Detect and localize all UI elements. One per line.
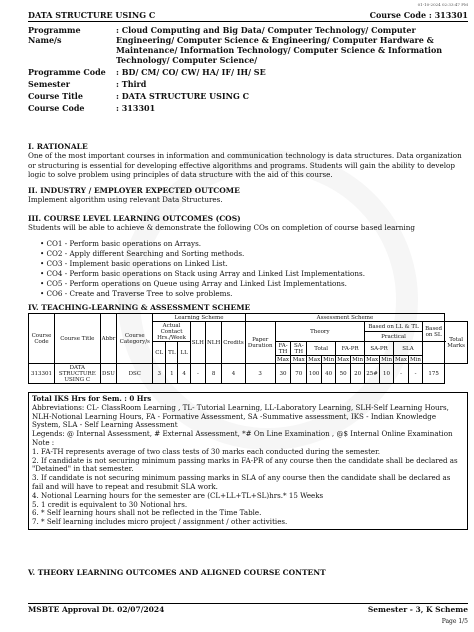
th-tl: TL (166, 342, 178, 364)
header-course-code: Course Code : 313301 (369, 10, 468, 20)
table-cell: 3 (245, 364, 275, 384)
th-min: Min (323, 356, 335, 363)
th-max: Max (395, 356, 408, 363)
note-item: 2. If candidate is not securing minimum passing marks in FA-PR of any course then the candidate shall be declared as "Detained" in that semester. (32, 455, 458, 474)
meta-value: : Cloud Computing and Big Data/ Computer Technology/ Computer Engineering/ Computer Science & Engineering/ Computer Hardware & Maintenance/ Information Technology/ Computer Science & Information Technology/ Computer Science/ (116, 25, 443, 65)
section-scheme-heading: IV. TEACHING-LEARNING & ASSESSMENT SCHEME (28, 303, 251, 312)
table-cell: 50 (336, 364, 351, 384)
co-text: CO5 - Perform operations on Queue using Array and Linked List Implementations. (46, 279, 347, 288)
th-course-title: Course Title (54, 314, 100, 364)
th-min: Min (410, 356, 421, 363)
th-max: Max (292, 356, 305, 363)
th-sa-pr: SA-PR (365, 342, 394, 356)
table-cell: 1 (166, 364, 178, 384)
header-title: DATA STRUCTURE USING C (28, 10, 156, 20)
note-item: 5. 1 credit is equivalent to 30 Notional hrs. (32, 499, 188, 509)
section-theory-heading: V. THEORY LEARNING OUTCOMES AND ALIGNED COURSE CONTENT (28, 568, 326, 577)
table-cell: - (394, 364, 409, 384)
iks-hours: Total IKS Hrs for Sem. : 0 Hrs (32, 394, 152, 403)
meta-value: : Third (116, 79, 147, 89)
table-cell: 8 (205, 364, 221, 384)
approval-date: MSBTE Approval Dt. 02/07/2024 (28, 605, 165, 614)
th-paper-duration: Paper Duration (245, 322, 275, 364)
table-cell: DATA STRUCTURE USING C (54, 364, 100, 384)
co-list-item: • CO2 - Apply different Searching and Sorting methods. (40, 249, 245, 258)
rationale-text: One of the most important courses in information and communication technology is data structures. Data organization or structuring is essential for developing effective algorithms and programs. Students will gain the ability to develop logic to solve problem using principles of data structure with the aid of this course. (28, 151, 462, 179)
th-course-code: Course Code (29, 314, 55, 364)
th-ll: LL (178, 342, 190, 364)
th-slh: SLH (190, 322, 205, 364)
co-list-item: • CO5 - Perform operations on Queue using Array and Linked List Implementations. (40, 279, 347, 288)
th-min: Min (352, 356, 364, 363)
th-abbr: Abbr (100, 314, 117, 364)
table-cell: 100 (307, 364, 322, 384)
scheme-table (28, 313, 468, 384)
th-based-sl: Based on SL (422, 322, 444, 342)
table-cell: 40 (322, 364, 336, 384)
meta-row-programme-code (28, 67, 468, 77)
course-meta (28, 25, 468, 115)
table-cell: DSU (100, 364, 117, 384)
meta-row-course-title (28, 91, 468, 101)
co-text: CO4 - Perform basic operations on Stack using Array and Linked List Implementations. (46, 269, 365, 278)
co-list-item: • CO3 - Implement basic operations on Linked List. (40, 259, 228, 268)
co-list-item: • CO6 - Create and Traverse Tree to solve problems. (40, 289, 233, 298)
semester-scheme: Semester - 3, K Scheme (367, 605, 468, 614)
notes-box (28, 392, 468, 530)
table-cell: 175 (422, 364, 444, 384)
th-nlh: NLH (205, 322, 221, 364)
th-cl: CL (153, 342, 166, 364)
table-cell: 20 (351, 364, 365, 384)
note-label: Note : (32, 437, 55, 447)
th-practical: Practical (365, 332, 423, 342)
meta-row-course-code (28, 103, 468, 113)
th-category: Course Category/s (117, 314, 153, 364)
note-item: 4. Notional Learning hours for the semester are (CL+LL+TL+SL)hrs.* 15 Weeks (32, 490, 324, 500)
th-max: Max (366, 356, 379, 363)
note-item: 7. * Self learning includes micro project / assignment / other activities. (32, 517, 288, 527)
section-rationale-heading: I. RATIONALE (28, 142, 88, 151)
th-sa-th: SA-TH (291, 342, 307, 356)
section-cos-heading: III. COURSE LEVEL LEARNING OUTCOMES (COS) (28, 214, 241, 223)
table-cell: DSC (117, 364, 153, 384)
table-cell: 3 (153, 364, 166, 384)
table-cell: 313301 (29, 364, 55, 384)
th-total: Total (307, 342, 336, 356)
legends-text: Legends: @ Internal Assessment, # External Assessment, *# On Line Examination , @$ Internal Online Examination (32, 429, 453, 439)
th-theory: Theory (275, 322, 364, 342)
table-cell: 10 (380, 364, 394, 384)
meta-value: : BD/ CM/ CO/ CW/ HA/ IF/ IH/ SE (116, 67, 266, 77)
th-min: Min (381, 356, 393, 363)
th-fa-th: FA-TH (275, 342, 291, 356)
meta-value: : 313301 (116, 103, 156, 113)
print-timestamp: 01-10-2024 02:33:47 PM (417, 2, 468, 7)
table-cell: 4 (222, 364, 245, 384)
meta-key: Semester (28, 79, 70, 89)
meta-row-programme-name (28, 25, 468, 65)
table-cell: 70 (291, 364, 307, 384)
note-item: 6. * Self learning hours shall not be reflected in the Time Table. (32, 508, 262, 518)
th-credits: Credits (222, 322, 245, 364)
table-cell: - (190, 364, 205, 384)
th-assessment-scheme: Assessment Scheme (245, 314, 445, 322)
abbreviations-text: Abbreviations: CL- ClassRoom Learning , TL- Tutorial Learning, LL-Laboratory Learning, SLH-Self Learning Hours, NLH-Notional Learning Hours, FA - Formative Assessment, SA -Summative assessment, IKS - Indian Knowledge System, SLA - Self Learning Assessment (32, 402, 449, 430)
industry-text: Implement algorithm using relevant Data Structures. (28, 195, 223, 204)
meta-key: Course Title (28, 91, 83, 101)
table-cell: 25# (365, 364, 380, 384)
page-header (28, 10, 468, 22)
table-cell: - (409, 364, 423, 384)
th-max: Max (308, 356, 321, 363)
co-list-item: • CO4 - Perform basic operations on Stack using Array and Linked List Implementations. (40, 269, 365, 278)
th-sla: SLA (394, 342, 423, 356)
meta-row-semester (28, 79, 468, 89)
note-item: 3. If candidate is not securing minimum passing marks in SLA of any course then the candidate shall be declared as fail and will have to repeat and resubmit SLA work. (32, 473, 451, 491)
th-total-marks: Total Marks (445, 322, 468, 364)
co-text: CO2 - Apply different Searching and Sorting methods. (46, 249, 245, 258)
section-industry-heading: II. INDUSTRY / EMPLOYER EXPECTED OUTCOME (28, 186, 240, 195)
meta-key: Programme Name/s (28, 25, 81, 45)
note-item: 1. FA-TH represents average of two class tests of 30 marks each conducted during the semester. (32, 446, 380, 456)
co-text: CO3 - Implement basic operations on Linked List. (46, 259, 228, 268)
co-text: CO6 - Create and Traverse Tree to solve problems. (46, 289, 233, 298)
th-max: Max (337, 356, 350, 363)
th-learning-scheme: Learning Scheme (153, 314, 245, 322)
page-footer (28, 603, 468, 614)
th-max: Max (277, 356, 290, 363)
table-cell: 30 (275, 364, 291, 384)
page-number: Page 1/5 (441, 618, 468, 625)
table-row (29, 364, 468, 384)
table-cell: 4 (178, 364, 190, 384)
th-fa-pr: FA-PR (336, 342, 365, 356)
co-text: CO1 - Perform basic operations on Arrays. (46, 239, 202, 248)
meta-key: Programme Code (28, 67, 106, 77)
th-based-ll-tl: Based on LL & TL (365, 322, 423, 332)
co-list-item: • CO1 - Perform basic operations on Arrays. (40, 239, 202, 248)
th-actual-contact: Actual Contact Hrs./Week (153, 322, 191, 342)
cos-intro-text: Students will be able to achieve & demonstrate the following COs on completion of course based learning (28, 223, 415, 232)
meta-value: : DATA STRUCTURE USING C (116, 91, 249, 101)
meta-key: Course Code (28, 103, 85, 113)
